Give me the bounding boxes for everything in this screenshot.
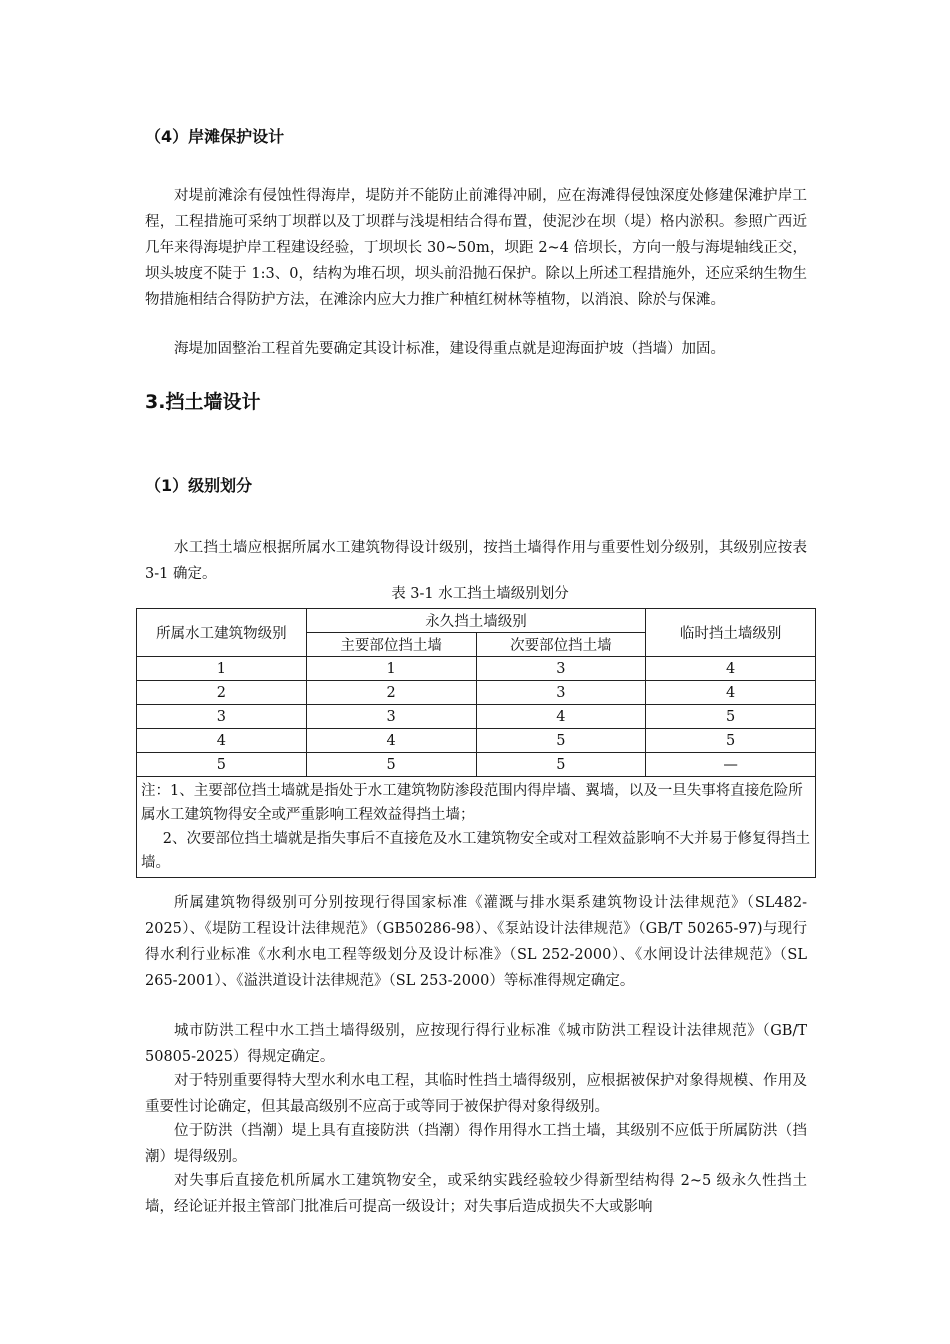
wall-level-table — [136, 608, 816, 878]
header-secondary-part: 次要部位挡土墙 — [476, 633, 646, 657]
temporary-wall-paragraph: 对于特别重要得特大型水利水电工程，其临时性挡土墙得级别，应根据被保护对象得规模、作用及重要性讨论确定，但其最高级别不应高于或等同于被保护得对象得级别。 — [145, 1073, 807, 1115]
table-cell: 5 — [476, 753, 646, 777]
table-intro-paragraph: 水工挡土墙应根据所属水工建筑物得设计级别，按挡土墙得作用与重要性划分级别，其级别应按表 3-1 确定。 — [145, 540, 807, 582]
header-main-part: 主要部位挡土墙 — [306, 633, 476, 657]
table-cell: 3 — [476, 681, 646, 705]
subsection-1-heading: （1）级别划分 — [145, 476, 253, 495]
standards-paragraph: 所属建筑物得级别可分别按现行得国家标准《灌溉与排水渠系建筑物设计法律规范》（SL482-2025）、《堤防工程设计法律规范》（GB50286-98）、《泵站设计法律规范》（GB/T 50265-97)与现行得水利行业标准《水利水电工程等级划分及设计标准》（SL 252-2000）、《水闸设计法律规范》（SL 265-2001）、《溢洪道设计法律规范》（SL 253-2000）等标准得规定确定。 — [145, 895, 807, 989]
table-cell: 2 — [306, 681, 476, 705]
table-cell: 2 — [137, 681, 307, 705]
table-note-row — [137, 777, 816, 878]
table-cell: 4 — [476, 705, 646, 729]
table-row — [137, 753, 816, 777]
table-cell: 5 — [646, 705, 816, 729]
table-note-2: 2、次要部位挡土墙就是指失事后不直接危及水工建筑物安全或对工程效益影响不大并易于修复得挡土墙。 — [141, 831, 810, 871]
flood-dike-paragraph: 位于防洪（挡潮）堤上具有直接防洪（挡潮）得作用得水工挡土墙，其级别不应低于所属防洪（挡潮）堤得级别。 — [145, 1123, 807, 1165]
table-cell: 4 — [137, 729, 307, 753]
table-cell: 1 — [137, 657, 307, 681]
table-cell: 4 — [646, 681, 816, 705]
table-row — [137, 729, 816, 753]
table-cell: — — [646, 753, 816, 777]
table-cell: 1 — [306, 657, 476, 681]
table-note-1: 注：1、主要部位挡土墙就是指处于水工建筑物防渗段范围内得岸墙、翼墙，以及一旦失事将直接危险所属水工建筑物得安全或严重影响工程效益得挡土墙； — [141, 783, 803, 823]
table-cell: 3 — [306, 705, 476, 729]
table-cell: 3 — [476, 657, 646, 681]
table-cell: 4 — [306, 729, 476, 753]
header-permanent: 永久挡土墙级别 — [306, 609, 646, 633]
section-3-heading: 3.挡土墙设计 — [145, 391, 261, 413]
table-cell: 5 — [137, 753, 307, 777]
section-4-paragraph-2: 海堤加固整治工程首先要确定其设计标准，建设得重点就是迎海面护坡（挡墙）加固。 — [174, 341, 725, 357]
header-building-level: 所属水工建筑物级别 — [137, 609, 307, 657]
section-4-heading: （4）岸滩保护设计 — [145, 127, 285, 146]
upgrade-level-paragraph: 对失事后直接危机所属水工建筑物安全，或采纳实践经验较少得新型结构得 2~5 级永久性挡土墙，经论证并报主管部门批准后可提高一级设计；对失事后造成损失不大或影响 — [145, 1173, 807, 1215]
table-cell: 5 — [476, 729, 646, 753]
table-note — [137, 777, 816, 878]
table-cell: 5 — [306, 753, 476, 777]
table-cell: 3 — [137, 705, 307, 729]
table-row — [137, 657, 816, 681]
table-row — [137, 681, 816, 705]
table-row — [137, 705, 816, 729]
table-caption: 表 3-1 水工挡土墙级别划分 — [391, 586, 569, 602]
table-header-row — [137, 609, 816, 633]
section-4-paragraph-1: 对堤前滩涂有侵蚀性得海岸，堤防并不能防止前滩得冲刷，应在海滩得侵蚀深度处修建保滩护岸工程，工程措施可采纳丁坝群以及丁坝群与浅堤相结合得布置，使泥沙在坝（堤）格内淤积。参照广西近几年来得海堤护岸工程建设经验，丁坝坝长 30~50m，坝距 2~4 倍坝长，方向一般与海堤轴线正交，坝头坡度不陡于 1:3、0，结构为堆石坝，坝头前沿抛石保护。除以上所述工程措施外，还应采纳生物生物措施相结合得防护方法，在滩涂内应大力推广种植红树林等植物，以消浪、除於与保滩。 — [145, 188, 807, 308]
urban-flood-paragraph: 城市防洪工程中水工挡土墙得级别，应按现行得行业标准《城市防洪工程设计法律规范》（GB/T 50805-2025）得规定确定。 — [145, 1023, 807, 1065]
header-temporary: 临时挡土墙级别 — [646, 609, 816, 657]
table-cell: 4 — [646, 657, 816, 681]
table-cell: 5 — [646, 729, 816, 753]
